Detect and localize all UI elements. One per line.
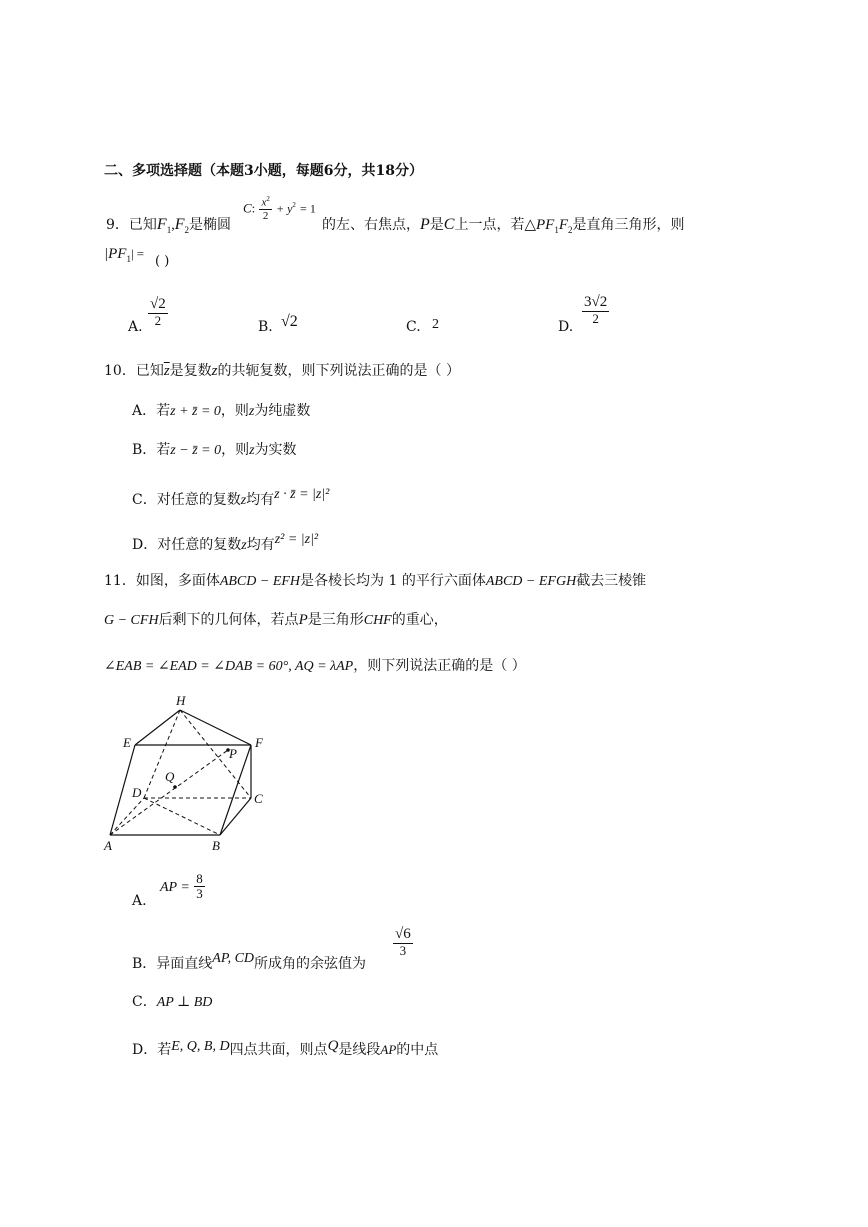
q9-stem-line1b bbox=[322, 214, 685, 235]
q11-b-lines: AP, CD bbox=[212, 951, 255, 966]
edge-bc bbox=[220, 798, 251, 835]
q9-f1-sub: 1 bbox=[166, 224, 172, 235]
q9-a-num: √2 bbox=[150, 296, 166, 312]
q9-c: C bbox=[243, 200, 252, 216]
q10-b-expr: z − z̄ = 0 bbox=[170, 443, 222, 458]
q11-option-a-expr bbox=[160, 872, 205, 902]
q11-d-ap: AP bbox=[380, 1042, 397, 1057]
q10-option-d bbox=[132, 534, 318, 554]
q11-stem-line2 bbox=[104, 609, 448, 629]
q9-p: P bbox=[420, 216, 430, 233]
q11-l2-chf: CHF bbox=[363, 613, 392, 628]
q11-l3-tail: ，则下列说法正确的是（ ） bbox=[353, 658, 526, 674]
q10-d-label: D．对任意的复数 bbox=[132, 537, 242, 553]
q10-b-label: B．若 bbox=[132, 442, 171, 458]
q9-option-d-label: D. bbox=[558, 319, 574, 335]
q9-ellipse-equation bbox=[243, 196, 316, 222]
q10-c-mid: 均有 bbox=[246, 492, 275, 508]
q9-stem-line1 bbox=[106, 214, 231, 235]
q9-text1: 已知 bbox=[128, 217, 157, 233]
q11-l1-b: 是各棱长均为 1 的平行六面体 bbox=[300, 573, 486, 589]
q11-l3-expr: ∠EAB = ∠EAD = ∠DAB = 60°, AQ = λAP bbox=[104, 659, 354, 674]
q9-stem-line2 bbox=[104, 246, 144, 264]
q11-polyhedron-figure bbox=[100, 690, 290, 855]
q9-abs-pf: |PF bbox=[104, 246, 127, 262]
q11-l2-expr: G − CFH bbox=[104, 613, 159, 628]
q10-option-a bbox=[132, 400, 310, 420]
q10-option-c bbox=[132, 489, 329, 509]
label-e: E bbox=[123, 735, 131, 750]
q9-x: x bbox=[261, 196, 267, 209]
q11-b-num: √6 bbox=[395, 926, 411, 942]
q9-plus-y: + y bbox=[275, 201, 293, 216]
q9-y-exp: 2 bbox=[292, 201, 296, 210]
q9-number: 9． bbox=[106, 217, 129, 233]
q9-option-c-label: C. bbox=[406, 319, 421, 335]
q10-c-expr: z · z̄ = |z|² bbox=[274, 487, 330, 502]
q10-d-z: z bbox=[241, 538, 247, 553]
edge-db bbox=[144, 798, 220, 835]
q9-frac-den: 2 bbox=[262, 209, 269, 222]
segment-ap bbox=[110, 750, 228, 835]
q11-d-pts: E, Q, B, D bbox=[171, 1039, 230, 1054]
q10-c-z: z bbox=[240, 493, 247, 508]
q10-stem bbox=[104, 360, 460, 380]
q9-d-den: 2 bbox=[592, 310, 599, 326]
q9-abs-sub: 1 bbox=[126, 253, 131, 264]
q11-a-den: 3 bbox=[196, 886, 203, 902]
q10-a-tail2: 为纯虚数 bbox=[254, 403, 311, 419]
q9-option-b-val: √2 bbox=[281, 313, 298, 330]
q9-text3: 的左、右焦点， bbox=[322, 217, 420, 233]
q9-f2: F bbox=[174, 216, 185, 233]
label-b: B bbox=[212, 838, 220, 853]
q10-b-tail1: ，则 bbox=[221, 442, 250, 458]
q9-comma: , bbox=[171, 218, 175, 233]
q11-l2-a: 后剩下的几何体，若点 bbox=[158, 612, 299, 628]
q9-text2: 是椭圆 bbox=[188, 217, 231, 233]
q10-option-b bbox=[132, 439, 297, 459]
q10-a-z: z bbox=[248, 404, 255, 419]
q10-stem-c: 的共轭复数，则下列说法正确的是（ ） bbox=[217, 363, 460, 379]
label-f: F bbox=[255, 735, 263, 750]
q11-c-label: C． bbox=[132, 994, 157, 1010]
edge-eh bbox=[135, 710, 180, 745]
q10-b-z: z bbox=[249, 443, 255, 458]
edge-hc bbox=[180, 710, 251, 798]
q9-option-a-label: A. bbox=[128, 319, 143, 335]
q11-l2-p: P bbox=[298, 612, 308, 628]
q9-f2-sub: 2 bbox=[184, 224, 189, 235]
q11-d-tail: 的中点 bbox=[396, 1042, 439, 1058]
q10-z: z bbox=[211, 363, 218, 379]
label-q: Q bbox=[165, 769, 175, 784]
q11-c-expr: AP ⊥ BD bbox=[156, 995, 213, 1010]
q11-l1-c: 截去三棱锥 bbox=[576, 573, 647, 589]
label-p: P bbox=[229, 746, 237, 761]
q11-l1-a: 11．如图，多面体 bbox=[104, 573, 220, 589]
q10-a-label: A．若 bbox=[132, 403, 171, 419]
q11-a-expr: AP = bbox=[160, 879, 190, 895]
q9-c2: C bbox=[443, 216, 455, 233]
q10-d-mid: 均有 bbox=[246, 537, 275, 553]
q10-a-expr: z + z̄ = 0 bbox=[170, 404, 221, 419]
q9-abs-end: | = bbox=[130, 246, 145, 261]
q9-tri-f2: F bbox=[558, 217, 568, 233]
q11-option-b-frac bbox=[393, 926, 413, 958]
label-h: H bbox=[176, 693, 186, 708]
q9-a-den: 2 bbox=[154, 312, 162, 328]
q11-option-d bbox=[132, 1039, 438, 1059]
edge-hf bbox=[180, 710, 251, 745]
q9-x-exp: 2 bbox=[266, 195, 270, 203]
q10-stem-b: 是复数 bbox=[169, 363, 212, 379]
q9-d-num: 3√2 bbox=[584, 294, 608, 310]
q9-triangle: △PF bbox=[524, 217, 555, 233]
q9-paren: ( ) bbox=[155, 254, 170, 269]
q9-option-d-frac bbox=[582, 294, 609, 326]
q9-text5: 上一点，若 bbox=[454, 217, 525, 233]
point-q bbox=[173, 785, 177, 789]
q9-text6: 是直角三角形，则 bbox=[572, 217, 685, 233]
q9-eq1: = 1 bbox=[300, 201, 316, 216]
label-d: D bbox=[132, 785, 142, 800]
q11-poly2: ABCD − EFGH bbox=[485, 574, 577, 589]
q10-b-tail2: 为实数 bbox=[254, 442, 297, 458]
q9-text4: 是 bbox=[429, 217, 444, 233]
label-c: C bbox=[254, 791, 263, 806]
q9-option-b-label: B. bbox=[258, 319, 273, 335]
q10-c-label: C．对任意的复数 bbox=[132, 492, 241, 508]
q11-b-label: B．异面直线 bbox=[132, 956, 213, 972]
q11-l2-c: 的重心， bbox=[391, 612, 448, 628]
q11-a-num: 8 bbox=[196, 871, 203, 886]
q11-option-a-label: A. bbox=[132, 893, 147, 909]
q9-tri-sub2: 2 bbox=[568, 224, 573, 235]
q9-colon: : bbox=[251, 200, 256, 216]
q9-option-a-frac bbox=[148, 296, 168, 328]
q9-f1: F bbox=[156, 216, 167, 233]
q11-option-b bbox=[132, 953, 366, 973]
q11-d-mid2: 是线段 bbox=[338, 1042, 381, 1058]
q10-stem-a: 10．已知 bbox=[104, 363, 164, 379]
q9-fraction bbox=[259, 196, 271, 222]
q11-d-q: Q bbox=[327, 1038, 339, 1054]
q11-b-mid: 所成角的余弦值为 bbox=[254, 956, 367, 972]
label-a: A bbox=[104, 838, 112, 853]
q11-stem-line1 bbox=[104, 570, 646, 590]
q11-b-den: 3 bbox=[399, 942, 407, 958]
edge-dh bbox=[144, 710, 180, 798]
q9-tri-sub1: 1 bbox=[554, 224, 559, 235]
q9-option-c-val: 2 bbox=[432, 317, 439, 332]
q11-d-mid: 四点共面，则点 bbox=[229, 1042, 328, 1058]
q11-poly1: ABCD − EFH bbox=[219, 574, 301, 589]
q11-option-c bbox=[132, 991, 212, 1011]
q10-a-tail1: ，则 bbox=[220, 403, 249, 419]
q11-l2-b: 是三角形 bbox=[307, 612, 364, 628]
section-title: 二、多项选择题（本题3小题，每题6分，共18分） bbox=[104, 163, 423, 179]
q9-frac-num bbox=[259, 196, 271, 210]
q10-zbar: $\overline{z}$ bbox=[163, 363, 170, 379]
q11-d-label: D．若 bbox=[132, 1042, 172, 1058]
q10-d-expr: z² = |z|² bbox=[274, 532, 319, 547]
q11-stem-line3 bbox=[104, 655, 526, 675]
